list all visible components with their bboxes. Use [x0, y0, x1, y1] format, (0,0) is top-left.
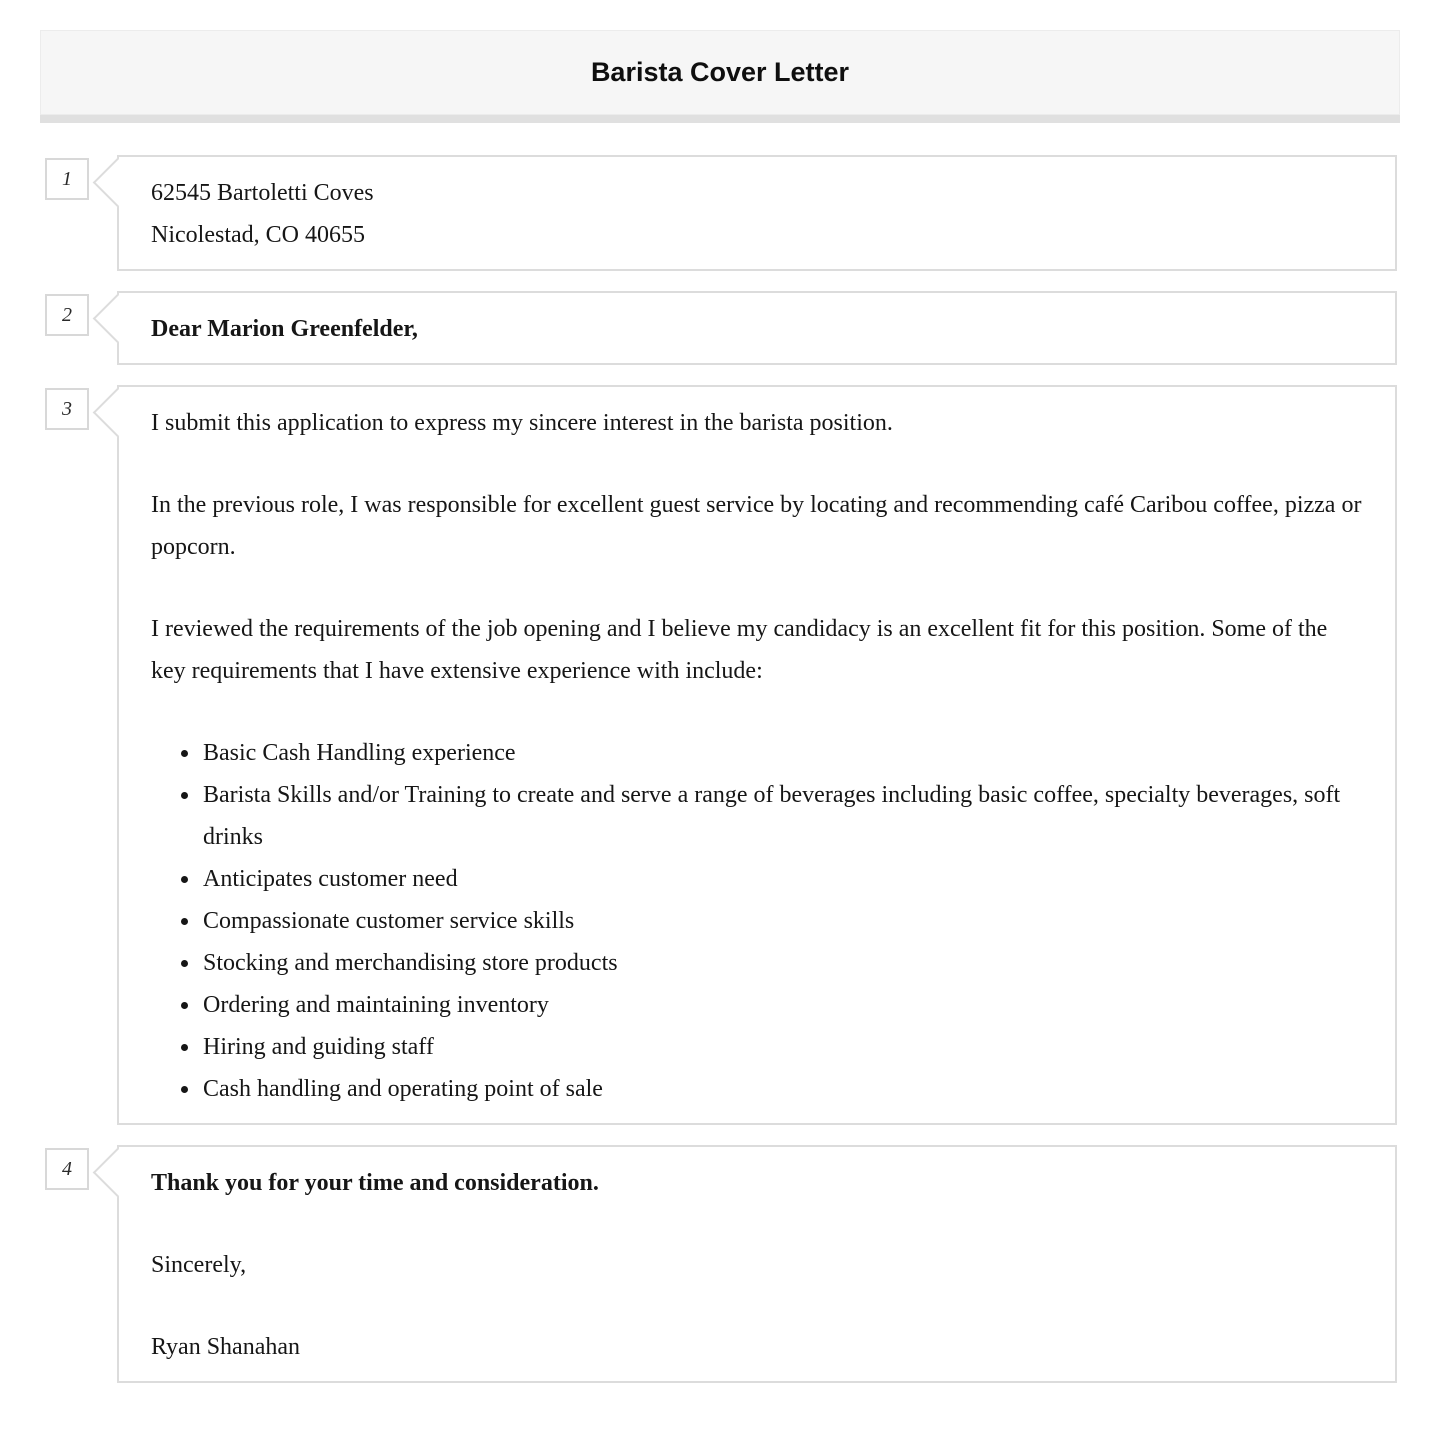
salutation-text: Dear Marion Greenfelder, [151, 316, 418, 342]
step-badge-1 [45, 158, 89, 200]
address-line-city: Nicolestad, CO 40655 [151, 222, 365, 248]
list-item: • Ordering and maintaining inventory [201, 984, 1363, 1026]
sender-address-box [117, 155, 1397, 271]
section-body [62, 385, 1397, 1125]
section-closing [62, 1145, 1397, 1383]
step-number: 3 [62, 397, 72, 420]
body-paragraph-intro: I submit this application to express my sincere interest in the barista position. [151, 410, 893, 436]
list-item: • Stocking and merchandising store products [201, 942, 1363, 984]
step-badge-3 [45, 388, 89, 430]
step-number: 2 [62, 303, 72, 326]
salutation-box [117, 291, 1397, 365]
closing-box [117, 1145, 1397, 1383]
signature-name: Ryan Shanahan [151, 1334, 301, 1360]
address-line-street: 62545 Bartoletti Coves [151, 180, 374, 206]
body-paragraph-requirements: I reviewed the requirements of the job opening and I believe my candidacy is an excellent fit for this position. Some of the key requirements that I have extensive experience with include: [151, 616, 1328, 684]
section-sender-address [62, 155, 1397, 271]
list-item: • Barista Skills and/or Training to create and serve a range of beverages including basic coffee, specialty beverages, soft drinks [201, 774, 1363, 858]
list-item: • Compassionate customer service skills [201, 900, 1363, 942]
section-salutation [62, 291, 1397, 365]
letter-body [0, 155, 1440, 1383]
closing-thanks: Thank you for your time and consideration. [151, 1170, 599, 1196]
header-underline [40, 115, 1400, 123]
body-box [117, 385, 1397, 1125]
body-paragraph-previous-role: In the previous role, I was responsible for excellent guest service by locating and recommending café Caribou coffee, pizza or popcorn. [151, 492, 1362, 560]
step-number: 4 [62, 1157, 72, 1180]
list-item: • Hiring and guiding staff [201, 1026, 1363, 1068]
list-item: • Anticipates customer need [201, 858, 1363, 900]
page-title: Barista Cover Letter [590, 57, 850, 87]
step-badge-2 [45, 294, 89, 336]
step-number: 1 [62, 167, 72, 190]
requirements-list [151, 732, 1363, 1110]
document-page [0, 30, 1440, 1441]
closing-sincerely: Sincerely, [151, 1252, 247, 1278]
list-item: • Basic Cash Handling experience [201, 732, 1363, 774]
document-header [40, 30, 1400, 115]
step-badge-4 [45, 1148, 89, 1190]
list-item: • Cash handling and operating point of sale [201, 1068, 1363, 1110]
